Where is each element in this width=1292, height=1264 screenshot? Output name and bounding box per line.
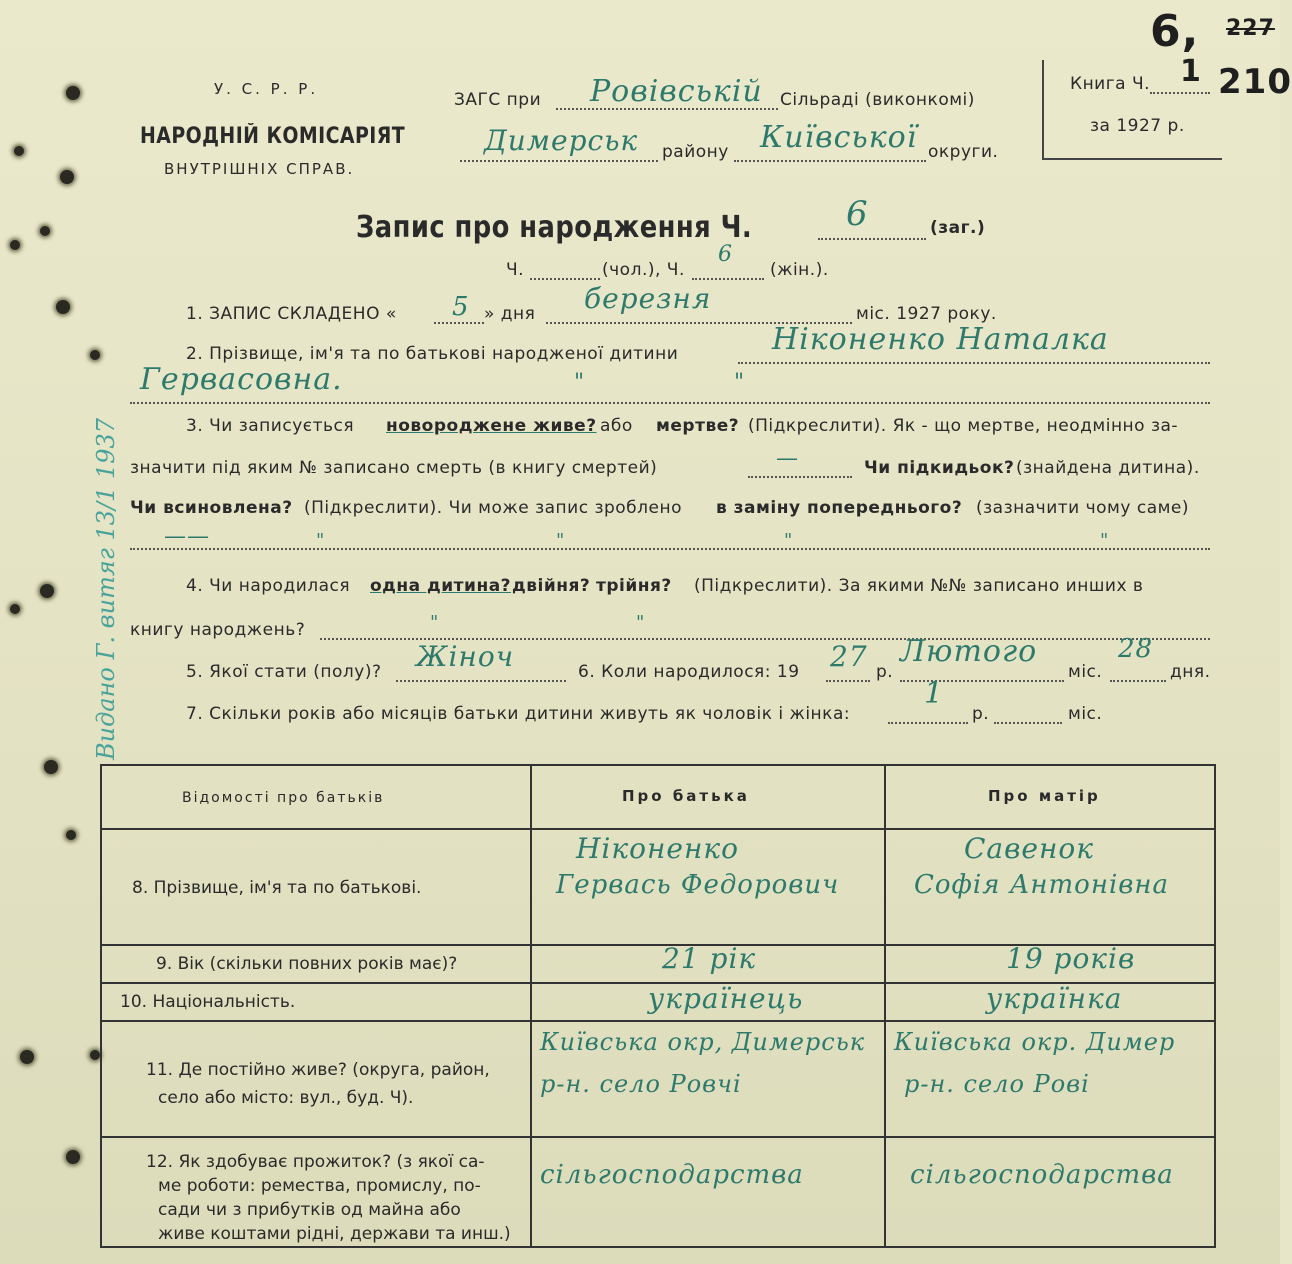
item6-day-hw: 28 [1118,634,1154,664]
org-ussr: У. С. Р. Р. [214,80,319,98]
item4-single: одна дитина? [370,576,512,596]
district-hw: Димерськ [484,124,639,157]
item3-foundling: Чи підкидьок? [864,458,1015,478]
record-zag: (заг.) [930,218,986,238]
org-commissariat: НАРОДНІЙ КОМІСАРІЯТ [140,124,406,149]
book-number-hw: 1 [1180,54,1202,89]
item2-name-hw: Ніконенко Наталка [772,322,1109,357]
ditto-mark: " [316,530,326,551]
row12-label-4: живе коштами рідні, держави та инш.) [158,1224,511,1244]
record-title: Запис про народження Ч. [356,210,753,245]
row9-mother-age-hw: 19 років [1006,942,1136,975]
punch-hole [90,350,100,360]
punch-hole [66,86,80,100]
ditto-mark: " [556,530,566,551]
punch-hole [66,830,76,840]
item7-mis: міс. [1068,704,1103,724]
punch-hole [66,1150,80,1164]
item6-label: 6. Коли народилося: 19 [578,662,800,682]
okruhy-label: округи. [928,142,999,162]
item7-r: р. [972,704,990,724]
item6-mis: міс. [1068,662,1103,682]
row11-mother-address-1-hw: Київська окр. Димер [894,1028,1176,1056]
col-header-father: Про батька [622,787,750,805]
row8-label: 8. Прізвище, ім'я та по батькові. [132,878,422,898]
zhin-number-hw: 6 [718,242,733,267]
item1-year: міс. 1927 року. [856,304,997,324]
row8-mother-name-hw: Софія Антонівна [914,870,1170,900]
row10-label: 10. Національність. [120,992,296,1012]
zags-prefix: ЗАГС при [454,90,542,110]
ditto-mark: " [636,612,646,633]
item6-dnia: дня. [1170,662,1211,682]
punch-hole [14,146,24,156]
item4-triplets: трійня? [596,576,672,596]
punch-hole [10,240,20,250]
ditto-mark: " [430,612,440,633]
ditto-mark: " [734,370,746,395]
item1-day-hw: 5 [452,292,470,322]
row8-mother-surname-hw: Савенок [964,832,1095,865]
item5-sex-hw: Жіноч [416,640,515,673]
parents-table [100,764,1216,1248]
record-number-hw: 6 [846,194,869,234]
item5-label: 5. Якої стати (полу)? [186,662,382,682]
row8-father-surname-hw: Ніконенко [576,832,739,865]
ditto-mark: " [574,370,586,395]
org-internal-affairs: ВНУТРІШНІХ СПРАВ. [164,160,355,178]
item4-a: 4. Чи народилася [186,576,351,596]
item3-or: або [600,416,633,436]
item7-years-hw: 1 [924,676,945,711]
item3-alive: новороджене живе? [386,416,597,436]
col-header-mother: Про матір [988,787,1101,805]
zags-village-hw: Ровівській [590,74,763,109]
row9-label: 9. Вік (скільки повних років має)? [156,954,458,974]
item3-found-child: (знайдена дитина). [1016,458,1200,478]
book-label: Книга Ч. [1070,74,1151,94]
row10-father-nationality-hw: українець [648,982,804,1015]
item4-book: книгу народжень? [130,620,306,640]
row12-mother-occupation-hw: сільгосподарства [910,1160,1174,1190]
item7-label: 7. Скільки років або місяців батьки дитини живуть як чоловік і жінка: [186,704,851,724]
punch-hole [56,300,70,314]
item4-note: (Підкреслити). За якими №№ записано инших в [694,576,1144,596]
item3-dead: мертве? [656,416,740,436]
silradi-label: Сільраді (виконкомі) [780,90,975,110]
item3-dash-hw: — [776,446,799,471]
punch-hole [10,604,20,614]
row10-mother-nationality-hw: українка [986,982,1123,1015]
item3-note: (Підкреслити). Як - що мертве, неодмінно за- [748,416,1179,436]
item4-twins: двійня? [512,576,591,596]
corner-number-3: 210 [1218,62,1292,102]
zhin-label: (жін.). [770,260,829,280]
row9-father-age-hw: 21 рік [662,942,757,975]
item6-month-hw: Лютого [900,634,1038,669]
row12-father-occupation-hw: сільгосподарства [540,1160,804,1190]
item2-patronymic-hw: Гервасовна. [140,362,343,397]
row11-father-address-1-hw: Київська окр, Димерськ [540,1028,866,1056]
row11-label-2: село або місто: вул., буд. Ч). [158,1088,414,1108]
row12-label-1: 12. Як здобуває прожиток? (з якої са- [146,1152,485,1172]
corner-number-2: 227 [1226,16,1275,41]
ditto-mark: " [784,530,794,551]
row8-father-name-hw: Гервась Федорович [556,870,840,900]
punch-hole [40,226,50,236]
col-header-info: Відомості про батьків [182,790,385,806]
item3-why: (зазначити чому саме) [976,498,1190,518]
punch-hole [40,584,54,598]
row11-label-1: 11. Де постійно живе? (округа, район, [146,1060,490,1080]
book-year: за 1927 р. [1090,116,1185,136]
row11-mother-address-2-hw: р-н. село Рові [904,1070,1090,1098]
item3-underline-note: (Підкреслити). Чи може запис зроблено [304,498,682,518]
item3-replacement: в заміну попереднього? [716,498,963,518]
item3-dash-hw: —— [164,524,210,549]
okruha-hw: Київської [760,120,918,155]
item6-r: р. [876,662,894,682]
punch-hole [44,760,58,774]
punch-hole [20,1050,34,1064]
punch-hole [60,170,74,184]
item2-label: 2. Прізвище, ім'я та по батькові народженої дитини [186,344,679,364]
item3-a: 3. Чи записується [186,416,355,436]
item3-adopted: Чи всиновлена? [130,498,293,518]
row11-father-address-2-hw: р-н. село Ровчі [540,1070,742,1098]
ditto-mark: " [1100,530,1110,551]
item1-dnia: » дня [484,304,536,324]
punch-hole [90,1050,100,1060]
item6-year-hw: 27 [830,640,868,673]
chol-label: (чол.), Ч. [602,260,685,280]
row12-label-3: сади чи з прибутків од майна або [158,1200,461,1220]
corner-number-1: 6, [1150,6,1200,57]
ch1-label: Ч. [506,260,525,280]
raionu-label: району [662,142,729,162]
side-issued-note: Видано Г. витяг 13/1 1937 [92,417,120,760]
item1-month-hw: березня [584,282,712,315]
item3-death-note: значити під яким № записано смерть (в книгу смертей) [130,458,658,478]
row12-label-2: ме роботи: ремества, промислу, по- [158,1176,481,1196]
item1-label: 1. ЗАПИС СКЛАДЕНО « [186,304,397,324]
